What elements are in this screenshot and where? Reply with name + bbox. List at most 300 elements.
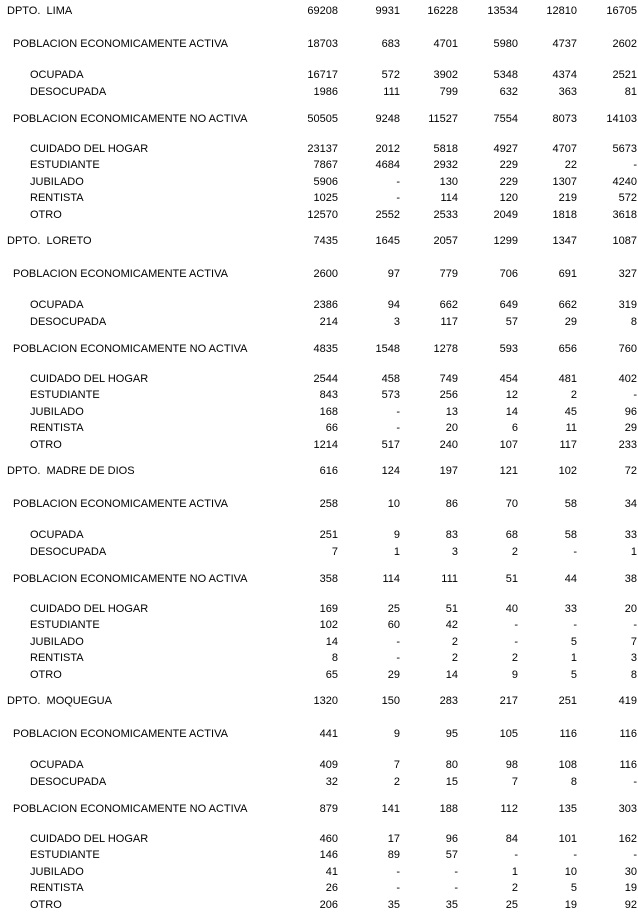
table-row [0, 174, 637, 191]
row-label: CUIDADO DEL HOGAR [0, 141, 260, 158]
row-label: POBLACION ECONOMICAMENTE NO ACTIVA [0, 111, 260, 128]
value-cell: 120 [458, 190, 518, 207]
value-cell: 117 [400, 314, 458, 331]
value-cell: 124 [338, 463, 400, 480]
row-label: RENTISTA [0, 420, 260, 437]
table-row [0, 847, 637, 864]
value-cell: 84 [458, 831, 518, 848]
value-cell: 14 [400, 667, 458, 684]
value-cell: 481 [518, 371, 577, 388]
value-cell: 572 [338, 67, 400, 84]
value-cell: 116 [518, 726, 577, 743]
table-row [0, 864, 637, 881]
value-cell: - [577, 387, 637, 404]
value-cell: 1 [577, 544, 637, 561]
table-row [0, 831, 637, 848]
value-cell: 35 [338, 897, 400, 913]
value-cell: - [458, 617, 518, 634]
value-cell: 2 [458, 650, 518, 667]
value-cell: 111 [338, 84, 400, 101]
value-cell: 14103 [577, 111, 637, 128]
row-label: ESTUDIANTE [0, 847, 260, 864]
table-row [0, 314, 637, 331]
value-cell: 2602 [577, 36, 637, 53]
row-label: POBLACION ECONOMICAMENTE NO ACTIVA [0, 571, 260, 588]
row-label: DESOCUPADA [0, 774, 260, 791]
value-cell: 2 [338, 774, 400, 791]
value-cell: 358 [260, 571, 338, 588]
value-cell: 57 [458, 314, 518, 331]
value-cell: 8073 [518, 111, 577, 128]
value-cell: 146 [260, 847, 338, 864]
value-cell: 98 [458, 757, 518, 774]
value-cell: 5673 [577, 141, 637, 158]
table-row [0, 897, 637, 913]
value-cell: - [338, 650, 400, 667]
department-section [0, 233, 637, 453]
value-cell: 706 [458, 266, 518, 283]
value-cell: 656 [518, 341, 577, 358]
value-cell: 662 [400, 297, 458, 314]
value-cell: 662 [518, 297, 577, 314]
row-label: JUBILADO [0, 404, 260, 421]
value-cell: 2 [400, 634, 458, 651]
table-row [0, 3, 637, 20]
value-cell: 256 [400, 387, 458, 404]
value-cell: 217 [458, 693, 518, 710]
row-label: OCUPADA [0, 527, 260, 544]
value-cell: 3 [400, 544, 458, 561]
value-cell: 66 [260, 420, 338, 437]
value-cell: 197 [400, 463, 458, 480]
value-cell: 573 [338, 387, 400, 404]
row-label: CUIDADO DEL HOGAR [0, 831, 260, 848]
row-label: ESTUDIANTE [0, 617, 260, 634]
value-cell: 33 [518, 601, 577, 618]
value-cell: 169 [260, 601, 338, 618]
value-cell: 799 [400, 84, 458, 101]
value-cell: 4835 [260, 341, 338, 358]
value-cell: 89 [338, 847, 400, 864]
value-cell: 114 [338, 571, 400, 588]
value-cell: 283 [400, 693, 458, 710]
value-cell: 843 [260, 387, 338, 404]
row-label: DPTO. LORETO [0, 233, 260, 250]
value-cell: 45 [518, 404, 577, 421]
value-cell: 38 [577, 571, 637, 588]
row-label: DPTO. MADRE DE DIOS [0, 463, 260, 480]
value-cell: 114 [400, 190, 458, 207]
value-cell: 363 [518, 84, 577, 101]
table-row [0, 463, 637, 480]
row-label: POBLACION ECONOMICAMENTE ACTIVA [0, 36, 260, 53]
value-cell: 572 [577, 190, 637, 207]
value-cell: 29 [338, 667, 400, 684]
value-cell: 4737 [518, 36, 577, 53]
value-cell: 1214 [260, 437, 338, 454]
value-cell: 116 [577, 757, 637, 774]
table-row [0, 36, 637, 53]
value-cell: 5906 [260, 174, 338, 191]
value-cell: 2932 [400, 157, 458, 174]
value-cell: 460 [260, 831, 338, 848]
value-cell: 229 [458, 174, 518, 191]
value-cell: 162 [577, 831, 637, 848]
value-cell: 7554 [458, 111, 518, 128]
value-cell: 441 [260, 726, 338, 743]
value-cell: 2 [400, 650, 458, 667]
table-row [0, 571, 637, 588]
value-cell: 1818 [518, 207, 577, 224]
value-cell: 6 [458, 420, 518, 437]
value-cell: 2533 [400, 207, 458, 224]
department-section [0, 463, 637, 683]
value-cell: 419 [577, 693, 637, 710]
value-cell: 4684 [338, 157, 400, 174]
value-cell: 41 [260, 864, 338, 881]
value-cell: 4927 [458, 141, 518, 158]
row-label: POBLACION ECONOMICAMENTE NO ACTIVA [0, 801, 260, 818]
value-cell: 9248 [338, 111, 400, 128]
row-label: RENTISTA [0, 880, 260, 897]
row-label: ESTUDIANTE [0, 387, 260, 404]
value-cell: 458 [338, 371, 400, 388]
value-cell: 15 [400, 774, 458, 791]
row-label: ESTUDIANTE [0, 157, 260, 174]
value-cell: 233 [577, 437, 637, 454]
value-cell: 70 [458, 496, 518, 513]
table-row [0, 437, 637, 454]
value-cell: 168 [260, 404, 338, 421]
value-cell: 2 [518, 387, 577, 404]
value-cell: 5 [518, 634, 577, 651]
value-cell: 593 [458, 341, 518, 358]
value-cell: 83 [400, 527, 458, 544]
value-cell: 749 [400, 371, 458, 388]
value-cell: 7435 [260, 233, 338, 250]
value-cell: 150 [338, 693, 400, 710]
value-cell: 1986 [260, 84, 338, 101]
value-cell: 58 [518, 527, 577, 544]
value-cell: - [338, 864, 400, 881]
table-row [0, 617, 637, 634]
table-row [0, 667, 637, 684]
value-cell: 2049 [458, 207, 518, 224]
value-cell: 13534 [458, 3, 518, 20]
value-cell: 402 [577, 371, 637, 388]
table-row [0, 757, 637, 774]
table-row [0, 634, 637, 651]
value-cell: 2 [458, 544, 518, 561]
value-cell: 11527 [400, 111, 458, 128]
row-label: OTRO [0, 437, 260, 454]
value-cell: 1 [518, 650, 577, 667]
value-cell: 25 [338, 601, 400, 618]
value-cell: 2 [458, 880, 518, 897]
value-cell: 258 [260, 496, 338, 513]
value-cell: 240 [400, 437, 458, 454]
row-label: OCUPADA [0, 297, 260, 314]
value-cell: - [577, 157, 637, 174]
table-row [0, 266, 637, 283]
table-row [0, 141, 637, 158]
value-cell: 517 [338, 437, 400, 454]
value-cell: 1548 [338, 341, 400, 358]
value-cell: 1320 [260, 693, 338, 710]
value-cell: 632 [458, 84, 518, 101]
table-row [0, 527, 637, 544]
value-cell: 101 [518, 831, 577, 848]
value-cell: 130 [400, 174, 458, 191]
value-cell: - [577, 774, 637, 791]
value-cell: 3 [577, 650, 637, 667]
value-cell: 58 [518, 496, 577, 513]
value-cell: 8 [577, 314, 637, 331]
value-cell: 16705 [577, 3, 637, 20]
value-cell: 12810 [518, 3, 577, 20]
value-cell: - [338, 404, 400, 421]
value-cell: 2057 [400, 233, 458, 250]
table-row [0, 233, 637, 250]
value-cell: 10 [338, 496, 400, 513]
value-cell: 42 [400, 617, 458, 634]
value-cell: 29 [518, 314, 577, 331]
value-cell: 303 [577, 801, 637, 818]
value-cell: 1087 [577, 233, 637, 250]
value-cell: 34 [577, 496, 637, 513]
table-row [0, 774, 637, 791]
table-row [0, 371, 637, 388]
value-cell: 108 [518, 757, 577, 774]
value-cell: 1307 [518, 174, 577, 191]
table-row [0, 387, 637, 404]
value-cell: 616 [260, 463, 338, 480]
value-cell: 251 [518, 693, 577, 710]
table-row [0, 157, 637, 174]
table-row [0, 111, 637, 128]
value-cell: 29 [577, 420, 637, 437]
table-row [0, 404, 637, 421]
value-cell: 51 [458, 571, 518, 588]
row-label: JUBILADO [0, 174, 260, 191]
value-cell: - [400, 864, 458, 881]
value-cell: 4707 [518, 141, 577, 158]
department-section [0, 693, 637, 913]
value-cell: 7 [577, 634, 637, 651]
value-cell: 14 [458, 404, 518, 421]
value-cell: 94 [338, 297, 400, 314]
value-cell: 3 [338, 314, 400, 331]
row-label: OTRO [0, 207, 260, 224]
value-cell: 16717 [260, 67, 338, 84]
value-cell: 188 [400, 801, 458, 818]
value-cell: 112 [458, 801, 518, 818]
value-cell: 5 [518, 667, 577, 684]
value-cell: 2600 [260, 266, 338, 283]
row-label: DPTO. MOQUEGUA [0, 693, 260, 710]
table-row [0, 496, 637, 513]
value-cell: 96 [400, 831, 458, 848]
value-cell: 7867 [260, 157, 338, 174]
value-cell: - [338, 420, 400, 437]
value-cell: 19 [577, 880, 637, 897]
table-row [0, 420, 637, 437]
table-row [0, 84, 637, 101]
row-label: OTRO [0, 667, 260, 684]
value-cell: - [400, 880, 458, 897]
value-cell: 3618 [577, 207, 637, 224]
row-label: POBLACION ECONOMICAMENTE NO ACTIVA [0, 341, 260, 358]
value-cell: 80 [400, 757, 458, 774]
row-label: POBLACION ECONOMICAMENTE ACTIVA [0, 726, 260, 743]
value-cell: 1299 [458, 233, 518, 250]
value-cell: 214 [260, 314, 338, 331]
value-cell: 9931 [338, 3, 400, 20]
value-cell: 95 [400, 726, 458, 743]
value-cell: 17 [338, 831, 400, 848]
value-cell: - [518, 617, 577, 634]
value-cell: 19 [518, 897, 577, 913]
row-label: OTRO [0, 897, 260, 913]
row-label: JUBILADO [0, 864, 260, 881]
value-cell: 69208 [260, 3, 338, 20]
value-cell: 65 [260, 667, 338, 684]
value-cell: - [458, 847, 518, 864]
value-cell: 2386 [260, 297, 338, 314]
value-cell: 1645 [338, 233, 400, 250]
value-cell: 879 [260, 801, 338, 818]
value-cell: 105 [458, 726, 518, 743]
value-cell: 229 [458, 157, 518, 174]
value-cell: 8 [518, 774, 577, 791]
value-cell: 2521 [577, 67, 637, 84]
row-label: CUIDADO DEL HOGAR [0, 601, 260, 618]
value-cell: 92 [577, 897, 637, 913]
value-cell: 60 [338, 617, 400, 634]
table-row [0, 67, 637, 84]
value-cell: 68 [458, 527, 518, 544]
table-row [0, 297, 637, 314]
value-cell: 141 [338, 801, 400, 818]
value-cell: 96 [577, 404, 637, 421]
value-cell: 3902 [400, 67, 458, 84]
table-row [0, 601, 637, 618]
value-cell: 9 [338, 527, 400, 544]
value-cell: 760 [577, 341, 637, 358]
row-label: DESOCUPADA [0, 314, 260, 331]
department-section [0, 3, 637, 223]
row-label: CUIDADO DEL HOGAR [0, 371, 260, 388]
value-cell: 5980 [458, 36, 518, 53]
table-row [0, 801, 637, 818]
value-cell: - [577, 617, 637, 634]
value-cell: 7 [458, 774, 518, 791]
row-label: OCUPADA [0, 67, 260, 84]
value-cell: 16228 [400, 3, 458, 20]
value-cell: 30 [577, 864, 637, 881]
value-cell: 2544 [260, 371, 338, 388]
value-cell: - [458, 634, 518, 651]
value-cell: 107 [458, 437, 518, 454]
value-cell: 135 [518, 801, 577, 818]
value-cell: 26 [260, 880, 338, 897]
value-cell: 57 [400, 847, 458, 864]
value-cell: 20 [400, 420, 458, 437]
value-cell: 86 [400, 496, 458, 513]
value-cell: - [338, 634, 400, 651]
table-row [0, 190, 637, 207]
value-cell: - [518, 544, 577, 561]
value-cell: 251 [260, 527, 338, 544]
value-cell: 4240 [577, 174, 637, 191]
value-cell: 691 [518, 266, 577, 283]
value-cell: 683 [338, 36, 400, 53]
value-cell: 5348 [458, 67, 518, 84]
table-row [0, 341, 637, 358]
value-cell: 7 [338, 757, 400, 774]
value-cell: - [338, 880, 400, 897]
value-cell: 10 [518, 864, 577, 881]
value-cell: 102 [518, 463, 577, 480]
value-cell: 7 [260, 544, 338, 561]
population-table [0, 3, 637, 913]
row-label: OCUPADA [0, 757, 260, 774]
value-cell: 8 [260, 650, 338, 667]
value-cell: 1 [458, 864, 518, 881]
value-cell: 1025 [260, 190, 338, 207]
value-cell: 9 [458, 667, 518, 684]
value-cell: 1278 [400, 341, 458, 358]
value-cell: 35 [400, 897, 458, 913]
value-cell: 219 [518, 190, 577, 207]
value-cell: 23137 [260, 141, 338, 158]
value-cell: 81 [577, 84, 637, 101]
table-row [0, 650, 637, 667]
value-cell: 25 [458, 897, 518, 913]
value-cell: - [338, 190, 400, 207]
value-cell: 32 [260, 774, 338, 791]
value-cell: 121 [458, 463, 518, 480]
value-cell: 13 [400, 404, 458, 421]
value-cell: 14 [260, 634, 338, 651]
row-label: POBLACION ECONOMICAMENTE ACTIVA [0, 266, 260, 283]
value-cell: 454 [458, 371, 518, 388]
row-label: DESOCUPADA [0, 544, 260, 561]
row-label: RENTISTA [0, 190, 260, 207]
value-cell: 33 [577, 527, 637, 544]
value-cell: 319 [577, 297, 637, 314]
value-cell: 40 [458, 601, 518, 618]
value-cell: 8 [577, 667, 637, 684]
value-cell: - [518, 847, 577, 864]
value-cell: 206 [260, 897, 338, 913]
value-cell: 12570 [260, 207, 338, 224]
value-cell: 2552 [338, 207, 400, 224]
value-cell: 97 [338, 266, 400, 283]
table-row [0, 726, 637, 743]
value-cell: 117 [518, 437, 577, 454]
table-row [0, 880, 637, 897]
value-cell: 116 [577, 726, 637, 743]
row-label: JUBILADO [0, 634, 260, 651]
value-cell: - [338, 174, 400, 191]
value-cell: 11 [518, 420, 577, 437]
value-cell: 5818 [400, 141, 458, 158]
value-cell: 111 [400, 571, 458, 588]
value-cell: 779 [400, 266, 458, 283]
value-cell: 20 [577, 601, 637, 618]
value-cell: 51 [400, 601, 458, 618]
